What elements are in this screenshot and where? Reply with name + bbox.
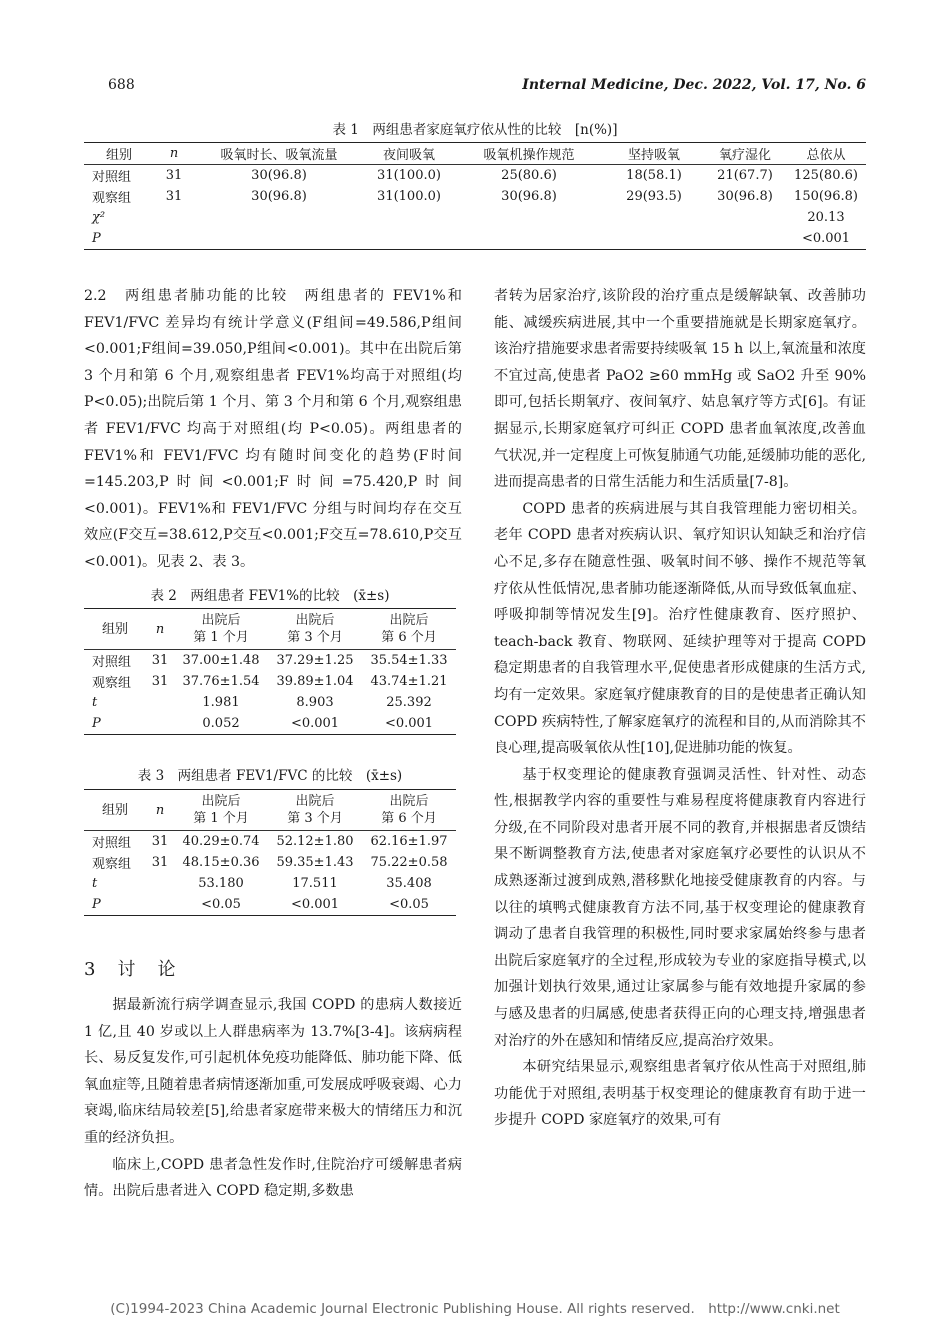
table1-cell: [454, 207, 604, 228]
table3-header-cell: n: [146, 790, 174, 831]
table2-header-cell: 出院后 第 6 个月: [362, 609, 456, 650]
table1: [84, 142, 866, 250]
table1-header-cell: 氧疗湿化: [704, 143, 786, 165]
table3-cell: 75.22±0.58: [370, 855, 448, 870]
table1-cell: 30(96.8): [717, 189, 773, 204]
table2-header-cell: 出院后 第 3 个月: [268, 609, 362, 650]
journal-header: Internal Medicine, Dec. 2022, Vol. 17, No. 6: [522, 77, 866, 93]
right-paragraph-1: COPD 患者的疾病进展与其自我管理能力密切相关。老年 COPD 患者对疾病认识、氧疗知识认知缺乏和治疗信心不足,多存在随意性强、吸氧时间不够、操作不规范等氧疗依从性低情况,患者肺功能逐渐降低,从而导致低氧血症、呼吸抑制等情况发生[9]。治疗性健康教育、医疗照护、teach-back 教育、物联网、延续护理等对于提高 COPD 稳定期患者的自我管理水平,促使患者形成健康的生活方式,均有一定效果。家庭氧疗健康教育的目的是使患者正确认知 COPD 疾病特性,了解家庭氧疗的流程和目的,从而消除其不良心理,提高吸氧依从性[10],促进肺功能的恢复。: [494, 500, 866, 757]
section-3-title: 3 讨 论: [84, 959, 178, 980]
table3-header-cell: 出院后 第 6 个月: [362, 790, 456, 831]
table2-cell: <0.001: [268, 713, 362, 735]
table3-cell: 52.12±1.80: [276, 834, 354, 849]
table2-cell: 31: [151, 674, 169, 689]
table2-cell: [146, 713, 174, 735]
table2-cell: 31: [151, 653, 169, 668]
table3-cell: 35.408: [386, 876, 432, 891]
table1-cell: [154, 207, 194, 228]
table1-cell: 观察组: [92, 191, 132, 206]
table2-header-cell: n: [146, 609, 174, 650]
right-paragraph-3: 本研究结果显示,观察组患者氧疗依从性高于对照组,肺功能优于对照组,表明基于权变理论的健康教育有助于进一步提升 COPD 家庭氧疗的效果,可有: [494, 1059, 866, 1129]
table1-header-cell: n: [154, 143, 194, 165]
table3-cell: <0.05: [174, 894, 268, 916]
table3-cell: [146, 873, 174, 894]
table2-cell: 37.29±1.25: [276, 653, 354, 668]
table2-cell: 观察组: [92, 676, 132, 691]
table1-cell: 21(67.7): [717, 168, 773, 183]
table2-cell: <0.001: [362, 713, 456, 735]
table3-cell: 59.35±1.43: [276, 855, 354, 870]
table1-cell: 18(58.1): [626, 168, 682, 183]
table3-cell: [146, 894, 174, 916]
right-paragraph-2: 基于权变理论的健康教育强调灵活性、针对性、动态性,根据教学内容的重要性与难易程度将健康教育内容进行分级,在不同阶段对患者开展不同的教育,并根据患者反馈结果不断调整教育方法,使患者对家庭氧疗必要性的认识从不成熟逐渐过渡到成熟,潜移默化地接受健康教育的内容。与以往的填鸭式健康教育方法不同,基于权变理论的健康教育调动了患者自我管理的积极性,同时要求家属始终参与患者出院后家庭氧疗的全过程,形成较为专业的家庭指导模式,以加强计划执行效果,通过让家属参与能有效地提升家属的参与感及患者的归属感,使患者获得正向的心理支持,增强患者对治疗的外在感知和情绪反应,提高治疗效果。: [494, 766, 866, 1049]
table1-cell: 30(96.8): [251, 168, 307, 183]
table3-header-cell: 出院后 第 1 个月: [174, 790, 268, 831]
table1-cell: 31: [165, 189, 183, 204]
table2-caption: 表 2 两组患者 FEV1%的比较 (x̄±s): [150, 588, 390, 604]
table1-cell: 20.13: [807, 210, 845, 225]
table1-cell: 25(80.6): [501, 168, 557, 183]
table1-header-cell: 夜间吸氧: [364, 143, 454, 165]
table2-cell: 37.00±1.48: [182, 653, 260, 668]
table3-cell: 31: [151, 834, 169, 849]
section-2-2-paragraph: 2.2 两组患者肺功能的比较 两组患者的 FEV1%和 FEV1/FVC 差异均有统计学意义(F组间=49.586,P组间<0.001;F组间=39.050,P组间<0.001)。其中在出院后第 3 个月和第 6 个月,观察组患者 FEV1%均高于对照组(均 P<0.05);出院后第 1 个月、第 3 个月和第 6 个月,观察组患者 FEV1/FVC 均高于对照组(均 P<0.05)。两组患者的 FEV1%和 FEV1/FVC 均有随时间变化的趋势(F时间=145.203,P时间<0.001;F时间=75.420,P时间<0.001)。FEV1%和 FEV1/FVC 分组与时间均存在交互效应(F交互=38.612,P交互<0.001;F交互=78.610,P交互<0.001)。见表 2、表 3。: [84, 288, 462, 570]
right-paragraph-0: 者转为居家治疗,该阶段的治疗重点是缓解缺氧、改善肺功能、减缓疾病进展,其中一个重要措施就是长期家庭氧疗。该治疗措施要求患者需要持续吸氧 15 h 以上,氧流量和浓度不宜过高,使患者 PaO2 ≥60 mmHg 或 SaO2 升至 90%即可,包括长期氧疗、夜间氧疗、姑息氧疗等方式[6]。有证据显示,长期家庭氧疗可纠正 COPD 患者血氧浓度,改善血气状况,并一定程度上可恢复肺通气功能,延缓肺功能的恶化,进而提高患者的日常生活能力和生活质量[7-8]。: [494, 288, 866, 491]
table1-cell: [194, 207, 364, 228]
table1-header-cell: 吸氧时长、吸氧流量: [194, 143, 364, 165]
section-2-2: [84, 283, 462, 576]
table1-cell: 30(96.8): [251, 189, 307, 204]
table3-cell: 17.511: [292, 876, 338, 891]
section-3-text: [84, 992, 462, 1205]
table2-cell: 35.54±1.33: [370, 653, 448, 668]
right-column: [494, 283, 866, 1134]
table3-header-cell: 组别: [84, 790, 146, 831]
table1-header-cell: 坚持吸氧: [604, 143, 704, 165]
table1-header-cell: 组别: [84, 143, 154, 165]
table1-caption: 表 1 两组患者家庭氧疗依从性的比较 [n(%)]: [332, 122, 618, 138]
table2-cell: 对照组: [92, 655, 132, 670]
table1-cell: <0.001: [786, 228, 866, 250]
table1-cell: [604, 207, 704, 228]
table1-cell: 31: [165, 168, 183, 183]
table1-cell: χ²: [92, 210, 106, 225]
table1-cell: [454, 228, 604, 250]
table3-cell: t: [92, 876, 98, 891]
table2-cell: t: [92, 695, 98, 710]
copyright-footer: (C)1994-2023 China Academic Journal Electronic Publishing House. All rights reserved. http://www.cnki.net: [110, 1301, 840, 1317]
table2-cell: [146, 692, 174, 713]
table2: [84, 608, 456, 735]
table1-cell: [704, 207, 786, 228]
table1-cell: 150(96.8): [794, 189, 858, 204]
table3-cell: <0.001: [268, 894, 362, 916]
table2-cell: 43.74±1.21: [370, 674, 448, 689]
table3-cell: 31: [151, 855, 169, 870]
table1-cell: 125(80.6): [794, 168, 858, 183]
table2-header-cell: 组别: [84, 609, 146, 650]
table1-cell: 31(100.0): [377, 168, 441, 183]
table3-cell: 对照组: [92, 836, 132, 851]
table3-cell: 40.29±0.74: [182, 834, 260, 849]
table3-cell: P: [84, 894, 146, 916]
table1-header-cell: 总依从: [786, 143, 866, 165]
discussion-paragraph-1: 据最新流行病学调查显示,我国 COPD 的患病人数接近 1 亿,且 40 岁或以上人群患病率为 13.7%[3-4]。该病病程长、易反复发作,可引起机体免疫功能降低、肺功能下降、低氧血症等,且随着患者病情逐渐加重,可发展成呼吸衰竭、心力衰竭,临床结局较差[5],给患者家庭带来极大的情绪压力和沉重的经济负担。: [84, 997, 462, 1146]
table1-cell: P: [84, 228, 154, 250]
table3: [84, 789, 456, 916]
table3-cell: 53.180: [198, 876, 244, 891]
table1-cell: 31(100.0): [377, 189, 441, 204]
table1-cell: [154, 228, 194, 250]
table1-cell: [364, 228, 454, 250]
table2-cell: 25.392: [386, 695, 432, 710]
table2-cell: 8.903: [296, 695, 334, 710]
table1-cell: 30(96.8): [501, 189, 557, 204]
table2-cell: P: [84, 713, 146, 735]
table2-cell: 1.981: [202, 695, 240, 710]
table1-cell: [604, 228, 704, 250]
table3-cell: 48.15±0.36: [182, 855, 260, 870]
table1-header-cell: 吸氧机操作规范: [454, 143, 604, 165]
table2-cell: 37.76±1.54: [182, 674, 260, 689]
table2-header-cell: 出院后 第 1 个月: [174, 609, 268, 650]
table3-caption: 表 3 两组患者 FEV1/FVC 的比较 (x̄±s): [137, 768, 403, 784]
table1-cell: [704, 228, 786, 250]
table3-cell: 观察组: [92, 857, 132, 872]
table1-cell: 29(93.5): [626, 189, 682, 204]
table1-cell: 对照组: [92, 170, 132, 185]
table1-cell: [364, 207, 454, 228]
table1-cell: [194, 228, 364, 250]
table3-cell: 62.16±1.97: [370, 834, 448, 849]
table3-header-cell: 出院后 第 3 个月: [268, 790, 362, 831]
table2-cell: 0.052: [174, 713, 268, 735]
discussion-paragraph-2: 临床上,COPD 患者急性发作时,住院治疗可缓解患者病情。出院后患者进入 COPD 稳定期,多数患: [84, 1156, 462, 1200]
page-number: 688: [108, 77, 135, 93]
table3-cell: <0.05: [362, 894, 456, 916]
table2-cell: 39.89±1.04: [276, 674, 354, 689]
